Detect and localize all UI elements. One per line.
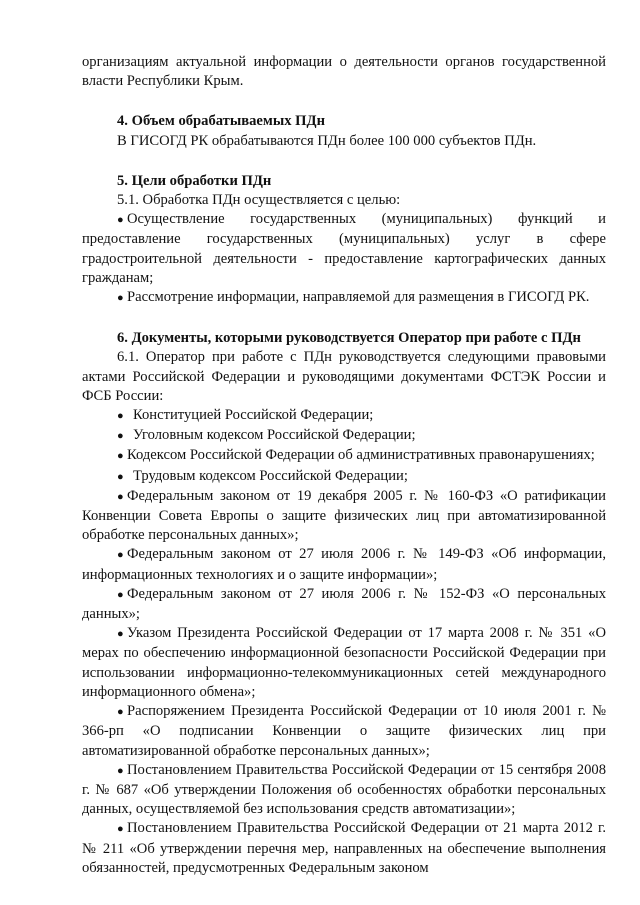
section-6-bullet: ● Уголовным кодексом Российской Федерации; (82, 426, 606, 446)
section-6-bullet: ● Постановлением Правительства Российской Федерации от 21 марта 2012 г. № 211 «Об утверждении перечня мер, направленных на обеспечение выполнения обязанностей, предусмотренных Федеральным законом (82, 820, 606, 876)
section-5-title: 5. Цели обработки ПДн (117, 172, 272, 189)
bullet-icon: ● (117, 214, 124, 227)
bullet-icon: ● (117, 628, 124, 641)
section-6-bullet: ● Трудовым кодексом Российской Федерации; (82, 467, 606, 487)
section-6-bullet: ● Федеральным законом от 19 декабря 2005 г. № 160-ФЗ «О ратификации Конвенции Совета Европы о защите физических лиц при автоматизированной обработке персональных данных»; (82, 487, 606, 544)
section-6-bullet: ● Федеральным законом от 27 июля 2006 г. № 149-ФЗ «Об информации, информационных технологиях и о защите информации»; (82, 546, 606, 583)
section-6-bullet: ● Конституцией Российской Федерации; (82, 406, 606, 426)
bullet-icon: ● (117, 430, 124, 443)
section-6-bullet: ● Кодексом Российской Федерации об административных правонарушениях; (82, 446, 606, 466)
bullet-icon: ● (117, 706, 124, 719)
bullet-icon: ● (117, 764, 124, 777)
section-6-paragraph: 6.1. Оператор при работе с ПДн руководствуется следующими правовыми актами Российской Федерации и руководящими документами ФСТЭК России и ФСБ России: (82, 349, 606, 404)
document-page (82, 53, 606, 878)
section-6-bullet: ● Распоряжением Президента Российской Федерации от 10 июля 2001 г. № 366-рп «О подписании Конвенции о защите физических лиц при автоматизированной обработке персональных данных»; (82, 703, 606, 759)
bullet-icon: ● (117, 588, 124, 601)
section-4-title: 4. Объем обрабатываемых ПДн (117, 113, 325, 130)
section-5-bullet: ● Осуществление государственных (муниципальных) функций и предоставление государственных (муниципальных) услуг в сфере градостроительной деятельности - предоставление картографических данных гражданам; (82, 211, 606, 286)
bullet-icon: ● (117, 470, 124, 483)
section-6-title: 6. Документы, которыми руководствуется Оператор при работе с ПДн (117, 330, 581, 347)
section-5-bullet: ● Рассмотрение информации, направляемой для размещения в ГИСОГД РК. (82, 288, 606, 308)
bullet-icon: ● (117, 450, 124, 463)
section-5-paragraph: 5.1. Обработка ПДн осуществляется с целью: (117, 192, 401, 209)
intro-paragraph: организациям актуальной информации о деятельности органов государственной власти Республики Крым. (82, 54, 606, 90)
section-6-bullet: ● Постановлением Правительства Российской Федерации от 15 сентября 2008 г. № 687 «Об утверждении Положения об особенностях обработки персональных данных, осуществляемой без использования средств автоматизации»; (82, 761, 606, 818)
bullet-icon: ● (117, 823, 124, 836)
section-6-bullet: ● Федеральным законом от 27 июля 2006 г. № 152-ФЗ «О персональных данных»; (82, 585, 606, 623)
bullet-icon: ● (117, 490, 124, 503)
bullet-icon: ● (117, 292, 124, 305)
bullet-icon: ● (117, 549, 124, 562)
bullet-icon: ● (117, 410, 124, 423)
section-4-text: В ГИСОГД РК обрабатываются ПДн более 100 000 субъектов ПДн. (117, 132, 537, 149)
section-6-bullet: ● Указом Президента Российской Федерации от 17 марта 2008 г. № 351 «О мерах по обеспечению информационной безопасности Российской Федерации при использовании информационно-телекоммуникационных сетей международного информационного обмена»; (82, 625, 606, 700)
